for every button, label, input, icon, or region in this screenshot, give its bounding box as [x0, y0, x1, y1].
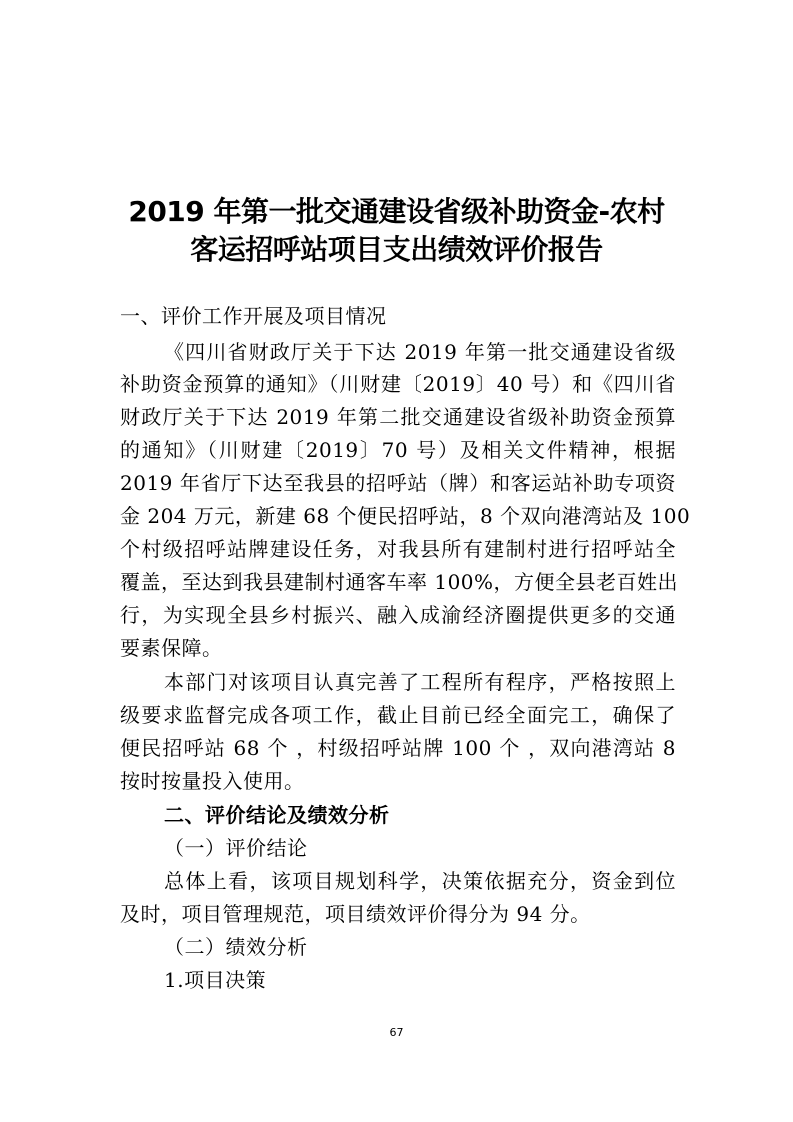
- paragraph-line: 2019 年省厅下达至我县的招呼站（牌）和客运站补助专项资: [120, 471, 676, 495]
- section-heading-2: 二、评价结论及绩效分析: [164, 803, 390, 827]
- paragraph-line: 及时，项目管理规范，项目绩效评价得分为 94 分。: [120, 902, 591, 926]
- paragraph-line: 本部门对该项目认真完善了工程所有程序，严格按照上: [164, 670, 676, 694]
- title-line-2: 客运招呼站项目支出绩效评价报告: [190, 233, 603, 266]
- paragraph-line: 便民招呼站 68 个 ，村级招呼站牌 100 个 ，双向港湾站 8: [120, 736, 676, 760]
- paragraph-line: 的通知》（川财建〔2019〕70 号）及相关文件精神，根据: [120, 438, 676, 462]
- section-heading-1: 一、评价工作开展及项目情况: [120, 304, 387, 328]
- paragraph-line: 补助资金预算的通知》（川财建〔2019〕40 号）和《四川省: [120, 372, 676, 396]
- subsection-heading-1: （一）评价结论: [164, 836, 308, 860]
- paragraph-line: 《四川省财政厅关于下达 2019 年第一批交通建设省级: [164, 340, 676, 364]
- subsection-heading-2: （二）绩效分析: [164, 935, 308, 959]
- paragraph-line: 按时按量投入使用。: [120, 769, 305, 793]
- page-number: 67: [389, 1026, 404, 1039]
- title-line-1: 2019 年第一批交通建设省级补助资金-农村: [128, 195, 665, 228]
- paragraph-line: 财政厅关于下达 2019 年第二批交通建设省级补助资金预算: [120, 405, 676, 429]
- document-title: [100, 193, 693, 269]
- paragraph-line: 行，为实现全县乡村振兴、融入成渝经济圈提供更多的交通: [120, 603, 676, 627]
- item-heading-1: 1.项目决策: [164, 968, 267, 992]
- paragraph-line: 级要求监督完成各项工作，截止目前已经全面完工，确保了: [120, 703, 676, 727]
- paragraph-line: 个村级招呼站牌建设任务，对我县所有建制村进行招呼站全: [120, 537, 676, 561]
- paragraph-line: 覆盖，至达到我县建制村通客车率 100%，方便全县老百姓出: [120, 570, 679, 594]
- paragraph-line: 总体上看，该项目规划科学，决策依据充分，资金到位: [164, 869, 676, 893]
- paragraph-line: 金 204 万元，新建 68 个便民招呼站，8 个双向港湾站及 100: [120, 504, 691, 528]
- paragraph-line: 要素保障。: [120, 636, 223, 660]
